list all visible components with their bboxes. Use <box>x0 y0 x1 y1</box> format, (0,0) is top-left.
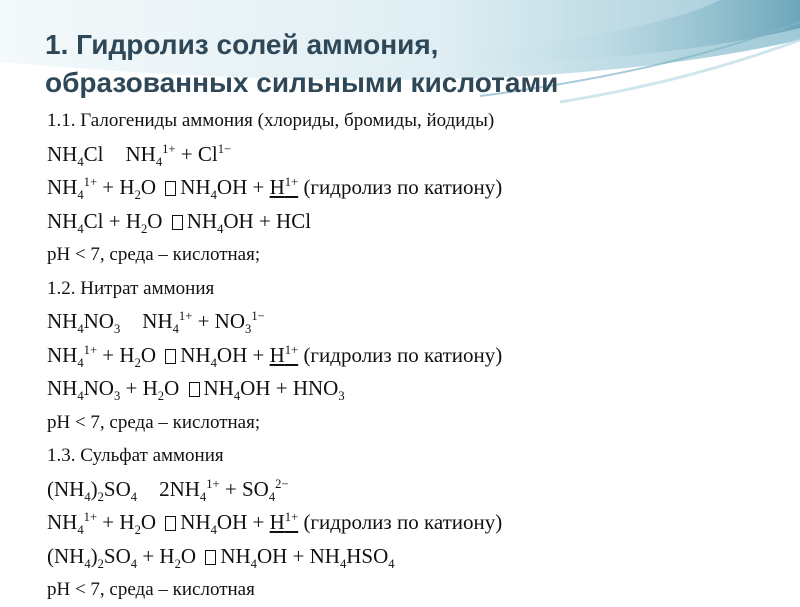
medium-statement-nitrate: pH < 7, среда – кислотная; <box>47 411 261 433</box>
ionic-equation-sulfate: $NH_4^{1+} + H_2O$ $NH_4OH + H^{1+}$ (гидролиз по катиону) <box>47 510 503 538</box>
hydrolysis-note: (гидролиз по катиону) <box>303 342 503 367</box>
ionic-equation-nitrate: $NH_4^{1+} + H_2O$ $NH_4OH + H^{1+}$ (гидролиз по катиону) <box>47 342 503 370</box>
dissociation-equation-sulfate: $(NH_4)_2SO_4$ $2NH_4^{1+} + SO_4^{2-}$ <box>47 476 289 504</box>
arrow-placeholder-icon <box>205 550 216 565</box>
dissociation-equation-halides: $NH_4Cl$ $NH_4^{1+} + Cl^{1-}$ <box>47 141 232 169</box>
page-title <box>45 26 558 102</box>
hydrolysis-note: (гидролиз по катиону) <box>303 510 503 534</box>
medium-statement-halides: pH < 7, среда – кислотная; <box>47 244 261 265</box>
hydrolysis-note: (гидролиз по катиону) <box>303 175 503 199</box>
arrow-placeholder-icon <box>189 382 200 397</box>
arrow-placeholder-icon <box>165 349 176 364</box>
dissociation-equation-nitrate: $NH_4NO_3$ $NH_4^{1+} + NO_3^{1-}$ <box>47 309 265 337</box>
arrow-placeholder-icon <box>165 181 176 196</box>
medium-statement-sulfate: pH < 7, среда – кислотная <box>47 579 255 600</box>
section-heading-sulfate: 1.3. Сульфат аммония <box>47 445 224 466</box>
molecular-equation-sulfate: $(NH_4)_2SO_4 + H_2O$ $NH_4OH + NH_4HSO_4$ <box>47 543 395 571</box>
title-line-2: образованных сильными кислотами <box>45 67 559 98</box>
ionic-equation-halides: $NH_4^{1+} + H_2O$ $NH_4OH + H^{1+}$ (гидролиз по катиону) <box>47 175 503 203</box>
section-heading-nitrate: 1.2. Нитрат аммония <box>47 277 215 299</box>
molecular-equation-nitrate: $NH_4NO_3 + H_2O$ $NH_4OH + HNO_3$ <box>47 376 345 404</box>
slide-content <box>47 104 787 607</box>
arrow-placeholder-icon <box>165 516 176 531</box>
section-heading-halides: 1.1. Галогениды аммония (хлориды, бромиды, йодиды) <box>47 110 495 131</box>
arrow-placeholder-icon <box>172 215 183 230</box>
title-line-1: 1. Гидролиз солей аммония, <box>45 29 439 60</box>
molecular-equation-halides: $NH_4Cl + H_2O$ $NH_4OH$ + HCl <box>47 208 312 236</box>
